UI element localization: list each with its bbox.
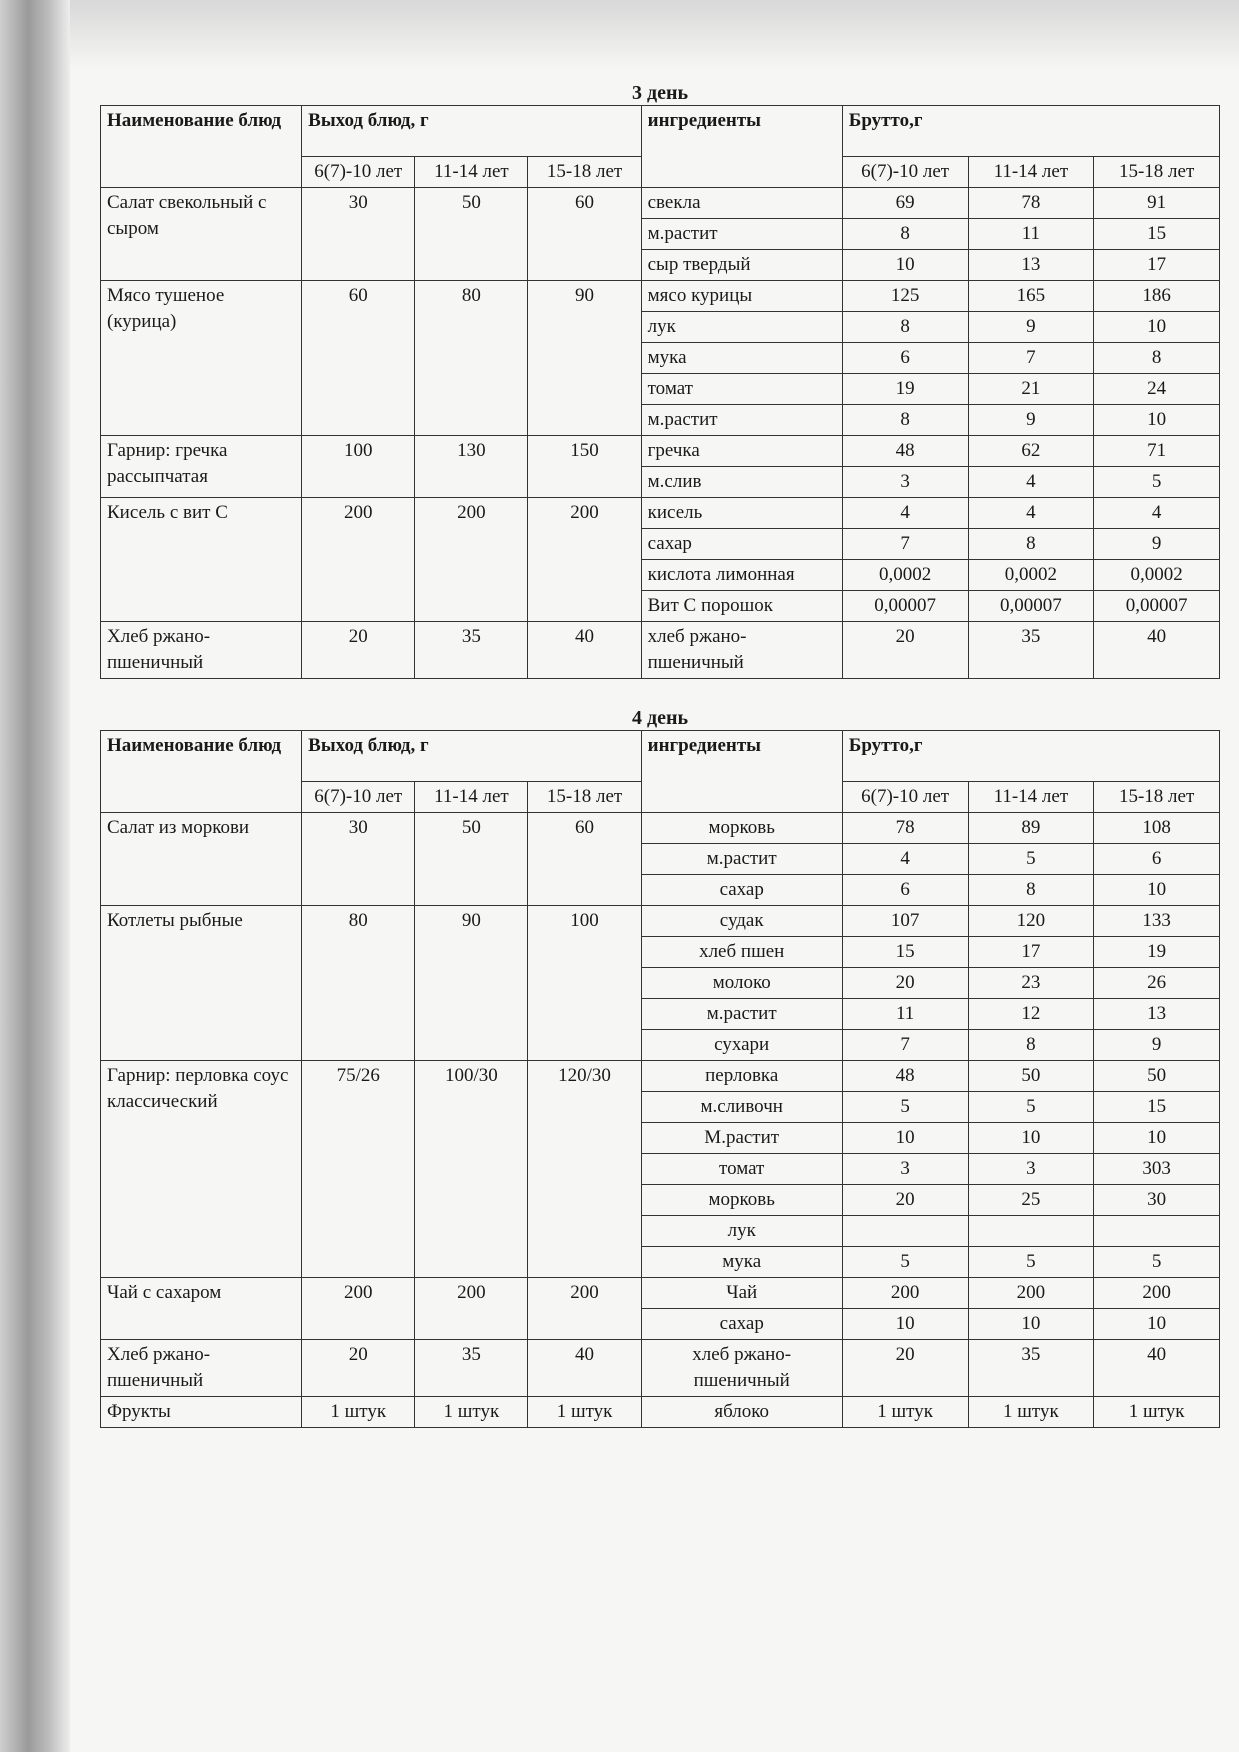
scan-shadow-left	[0, 0, 70, 1752]
dish-yield: 40	[528, 1340, 641, 1397]
dish-yield: 130	[415, 436, 528, 498]
table-row	[101, 1397, 1220, 1428]
ingredient-name: лук	[641, 1216, 842, 1247]
ingredient-name: томат	[641, 1154, 842, 1185]
brutto-value: 35	[968, 622, 1094, 679]
dish-name-header: Наименование блюд	[101, 106, 302, 188]
brutto-value: 6	[1094, 844, 1220, 875]
dish-yield: 60	[302, 281, 415, 436]
dish-yield: 50	[415, 188, 528, 281]
ingredients-header: ингредиенты	[641, 731, 842, 813]
brutto-value: 11	[968, 219, 1094, 250]
dish-yield: 200	[415, 498, 528, 622]
ingredient-name: молоко	[641, 968, 842, 999]
yield-age-header: 11-14 лет	[415, 157, 528, 188]
brutto-value: 125	[842, 281, 968, 312]
brutto-value: 35	[968, 1340, 1094, 1397]
brutto-value: 9	[1094, 529, 1220, 560]
ingredient-name: кислота лимонная	[641, 560, 842, 591]
brutto-header: Брутто,г	[842, 106, 1219, 157]
ingredient-name: морковь	[641, 1185, 842, 1216]
brutto-value: 5	[1094, 467, 1220, 498]
dish-name: Хлеб ржано-пшеничный	[101, 1340, 302, 1397]
brutto-value	[1094, 1216, 1220, 1247]
ingredient-name: томат	[641, 374, 842, 405]
table-row	[101, 813, 1220, 844]
brutto-value: 71	[1094, 436, 1220, 467]
brutto-value: 91	[1094, 188, 1220, 219]
brutto-value: 10	[968, 1123, 1094, 1154]
brutto-value: 17	[968, 937, 1094, 968]
brutto-age-header: 11-14 лет	[968, 157, 1094, 188]
dish-name: Салат свекольный с сыром	[101, 188, 302, 281]
dish-yield: 200	[302, 498, 415, 622]
brutto-value: 4	[842, 498, 968, 529]
ingredient-name: сахар	[641, 875, 842, 906]
dish-name-header: Наименование блюд	[101, 731, 302, 813]
dish-yield: 20	[302, 1340, 415, 1397]
brutto-age-header: 6(7)-10 лет	[842, 157, 968, 188]
dish-yield: 35	[415, 622, 528, 679]
dish-name: Котлеты рыбные	[101, 906, 302, 1061]
brutto-value: 165	[968, 281, 1094, 312]
ingredient-name: хлеб ржано-пшеничный	[641, 1340, 842, 1397]
brutto-value: 10	[842, 1309, 968, 1340]
ingredient-name: м.растит	[641, 405, 842, 436]
brutto-value: 8	[968, 875, 1094, 906]
ingredient-name: лук	[641, 312, 842, 343]
brutto-value: 10	[1094, 1123, 1220, 1154]
dish-yield: 200	[302, 1278, 415, 1340]
brutto-age-header: 15-18 лет	[1094, 157, 1220, 188]
ingredient-name: перловка	[641, 1061, 842, 1092]
brutto-value: 24	[1094, 374, 1220, 405]
brutto-value: 12	[968, 999, 1094, 1030]
ingredient-name: мясо курицы	[641, 281, 842, 312]
brutto-value: 0,0002	[968, 560, 1094, 591]
brutto-value: 48	[842, 436, 968, 467]
dish-yield: 200	[528, 498, 641, 622]
brutto-value: 3	[842, 1154, 968, 1185]
brutto-value: 89	[968, 813, 1094, 844]
brutto-value: 5	[968, 844, 1094, 875]
yield-age-header: 6(7)-10 лет	[302, 157, 415, 188]
ingredient-name: М.растит	[641, 1123, 842, 1154]
brutto-value: 78	[968, 188, 1094, 219]
dish-name: Салат из моркови	[101, 813, 302, 906]
brutto-value: 3	[842, 467, 968, 498]
brutto-value: 7	[842, 1030, 968, 1061]
brutto-value: 13	[1094, 999, 1220, 1030]
brutto-value: 0,00007	[968, 591, 1094, 622]
brutto-value: 62	[968, 436, 1094, 467]
yield-age-header: 15-18 лет	[528, 782, 641, 813]
brutto-value: 9	[968, 405, 1094, 436]
dish-name: Фрукты	[101, 1397, 302, 1428]
yield-age-header: 15-18 лет	[528, 157, 641, 188]
brutto-value: 186	[1094, 281, 1220, 312]
brutto-age-header: 15-18 лет	[1094, 782, 1220, 813]
brutto-value: 4	[842, 844, 968, 875]
brutto-value: 0,00007	[842, 591, 968, 622]
ingredient-name: м.растит	[641, 999, 842, 1030]
header-row	[101, 106, 1220, 157]
brutto-age-header: 6(7)-10 лет	[842, 782, 968, 813]
brutto-value: 5	[1094, 1247, 1220, 1278]
yield-header: Выход блюд, г	[302, 106, 641, 157]
brutto-value: 69	[842, 188, 968, 219]
dish-yield: 90	[528, 281, 641, 436]
brutto-value: 30	[1094, 1185, 1220, 1216]
brutto-value: 200	[968, 1278, 1094, 1309]
brutto-value: 8	[842, 405, 968, 436]
dish-name: Гарнир: гречка рассыпчатая	[101, 436, 302, 498]
dish-name: Хлеб ржано-пшеничный	[101, 622, 302, 679]
brutto-value: 4	[1094, 498, 1220, 529]
dish-yield: 40	[528, 622, 641, 679]
brutto-value: 19	[842, 374, 968, 405]
brutto-header: Брутто,г	[842, 731, 1219, 782]
dish-name: Кисель с вит С	[101, 498, 302, 622]
ingredient-name: м.растит	[641, 844, 842, 875]
table-row	[101, 622, 1220, 679]
dish-yield: 75/26	[302, 1061, 415, 1278]
ingredient-name: яблоко	[641, 1397, 842, 1428]
brutto-value: 50	[968, 1061, 1094, 1092]
brutto-value: 23	[968, 968, 1094, 999]
brutto-value: 200	[842, 1278, 968, 1309]
brutto-value: 15	[1094, 219, 1220, 250]
brutto-value: 10	[842, 1123, 968, 1154]
brutto-value: 17	[1094, 250, 1220, 281]
brutto-value: 10	[842, 250, 968, 281]
dish-yield: 80	[302, 906, 415, 1061]
brutto-value: 7	[968, 343, 1094, 374]
day4-menu-table	[100, 730, 1220, 1428]
dish-yield: 120/30	[528, 1061, 641, 1278]
ingredient-name: кисель	[641, 498, 842, 529]
brutto-value: 20	[842, 622, 968, 679]
brutto-value: 5	[842, 1247, 968, 1278]
brutto-value: 5	[968, 1247, 1094, 1278]
ingredient-name: морковь	[641, 813, 842, 844]
dish-name: Чай с сахаром	[101, 1278, 302, 1340]
table-row	[101, 1340, 1220, 1397]
ingredient-name: м.сливочн	[641, 1092, 842, 1123]
table-row	[101, 498, 1220, 529]
brutto-value: 0,0002	[1094, 560, 1220, 591]
ingredient-name: мука	[641, 1247, 842, 1278]
ingredient-name: Чай	[641, 1278, 842, 1309]
brutto-value: 5	[968, 1092, 1094, 1123]
brutto-value: 10	[1094, 1309, 1220, 1340]
dish-yield: 30	[302, 813, 415, 906]
dish-yield: 90	[415, 906, 528, 1061]
yield-header: Выход блюд, г	[302, 731, 641, 782]
dish-yield: 1 штук	[415, 1397, 528, 1428]
brutto-value: 19	[1094, 937, 1220, 968]
dish-yield: 60	[528, 188, 641, 281]
brutto-value: 8	[968, 529, 1094, 560]
ingredient-name: мука	[641, 343, 842, 374]
brutto-value: 107	[842, 906, 968, 937]
brutto-value: 11	[842, 999, 968, 1030]
dish-yield: 35	[415, 1340, 528, 1397]
brutto-value: 303	[1094, 1154, 1220, 1185]
brutto-value: 8	[842, 312, 968, 343]
brutto-value: 6	[842, 343, 968, 374]
brutto-value: 8	[968, 1030, 1094, 1061]
brutto-value: 15	[1094, 1092, 1220, 1123]
dish-name: Гарнир: перловка соус классический	[101, 1061, 302, 1278]
brutto-value: 25	[968, 1185, 1094, 1216]
brutto-value: 108	[1094, 813, 1220, 844]
dish-yield: 100	[528, 906, 641, 1061]
brutto-value: 1 штук	[842, 1397, 968, 1428]
brutto-value: 4	[968, 467, 1094, 498]
brutto-value: 78	[842, 813, 968, 844]
brutto-value: 20	[842, 1185, 968, 1216]
day4-title: 4 день	[631, 707, 689, 729]
table-row	[101, 1061, 1220, 1092]
dish-yield: 200	[528, 1278, 641, 1340]
brutto-value: 10	[1094, 405, 1220, 436]
table-row	[101, 281, 1220, 312]
table-row	[101, 436, 1220, 467]
brutto-value: 8	[1094, 343, 1220, 374]
ingredient-name: м.растит	[641, 219, 842, 250]
brutto-value: 6	[842, 875, 968, 906]
dish-yield: 100	[302, 436, 415, 498]
dish-yield: 60	[528, 813, 641, 906]
table-row	[101, 906, 1220, 937]
ingredients-header: ингредиенты	[641, 106, 842, 188]
brutto-value: 9	[1094, 1030, 1220, 1061]
brutto-value: 10	[1094, 875, 1220, 906]
table-row	[101, 188, 1220, 219]
ingredient-name: Вит С порошок	[641, 591, 842, 622]
brutto-value: 4	[968, 498, 1094, 529]
dish-yield: 80	[415, 281, 528, 436]
brutto-value: 21	[968, 374, 1094, 405]
brutto-value: 7	[842, 529, 968, 560]
brutto-value: 1 штук	[1094, 1397, 1220, 1428]
brutto-value: 50	[1094, 1061, 1220, 1092]
ingredient-name: сыр твердый	[641, 250, 842, 281]
dish-yield: 150	[528, 436, 641, 498]
ingredient-name: м.слив	[641, 467, 842, 498]
brutto-value: 10	[1094, 312, 1220, 343]
brutto-value	[968, 1216, 1094, 1247]
brutto-value: 120	[968, 906, 1094, 937]
dish-yield: 200	[415, 1278, 528, 1340]
brutto-value: 26	[1094, 968, 1220, 999]
brutto-value: 0,0002	[842, 560, 968, 591]
brutto-age-header: 11-14 лет	[968, 782, 1094, 813]
brutto-value: 9	[968, 312, 1094, 343]
yield-age-header: 6(7)-10 лет	[302, 782, 415, 813]
day3-menu-table	[100, 105, 1220, 679]
brutto-value	[842, 1216, 968, 1247]
dish-yield: 1 штук	[528, 1397, 641, 1428]
header-row	[101, 731, 1220, 782]
brutto-value: 8	[842, 219, 968, 250]
brutto-value: 15	[842, 937, 968, 968]
brutto-value: 20	[842, 1340, 968, 1397]
dish-yield: 100/30	[415, 1061, 528, 1278]
dish-yield: 1 штук	[302, 1397, 415, 1428]
ingredient-name: сухари	[641, 1030, 842, 1061]
brutto-value: 200	[1094, 1278, 1220, 1309]
brutto-value: 1 штук	[968, 1397, 1094, 1428]
day3-title: 3 день	[631, 82, 689, 104]
dish-yield: 50	[415, 813, 528, 906]
ingredient-name: свекла	[641, 188, 842, 219]
dish-name: Мясо тушеное (курица)	[101, 281, 302, 436]
ingredient-name: сахар	[641, 1309, 842, 1340]
brutto-value: 0,00007	[1094, 591, 1220, 622]
yield-age-header: 11-14 лет	[415, 782, 528, 813]
brutto-value: 20	[842, 968, 968, 999]
brutto-value: 48	[842, 1061, 968, 1092]
brutto-value: 13	[968, 250, 1094, 281]
table-row	[101, 1278, 1220, 1309]
dish-yield: 20	[302, 622, 415, 679]
brutto-value: 5	[842, 1092, 968, 1123]
brutto-value: 40	[1094, 622, 1220, 679]
dish-yield: 30	[302, 188, 415, 281]
ingredient-name: сахар	[641, 529, 842, 560]
ingredient-name: хлеб пшен	[641, 937, 842, 968]
ingredient-name: хлеб ржано-пшеничный	[641, 622, 842, 679]
ingredient-name: гречка	[641, 436, 842, 467]
brutto-value: 133	[1094, 906, 1220, 937]
brutto-value: 40	[1094, 1340, 1220, 1397]
ingredient-name: судак	[641, 906, 842, 937]
brutto-value: 10	[968, 1309, 1094, 1340]
brutto-value: 3	[968, 1154, 1094, 1185]
document-page	[100, 0, 1220, 1428]
